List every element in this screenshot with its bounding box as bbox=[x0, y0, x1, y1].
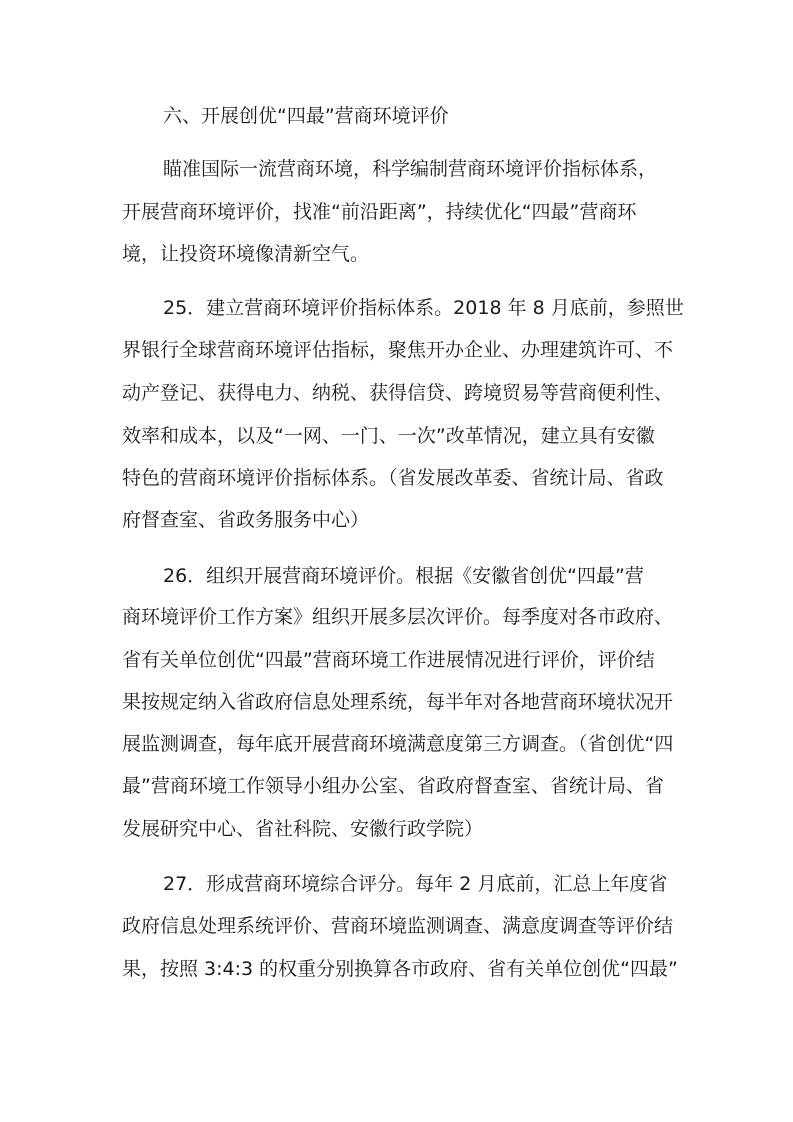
paragraph-3-line-3: 省有关单位创优“四最”营商环境工作进展情况进行评价，评价结 bbox=[122, 649, 655, 671]
paragraph-4-line-2: 政府信息处理系统评价、营商环境监测调查、满意度调查等评价结 bbox=[122, 915, 674, 937]
paragraph-2-line-3: 动产登记、获得电力、纳税、获得信贷、跨境贸易等营商便利性、 bbox=[122, 382, 674, 404]
section-heading: 六、开展创优“四最”营商环境评价 bbox=[163, 105, 449, 127]
paragraph-3-line-6: 最”营商环境工作领导小组办公室、省政府督查室、省统计局、省 bbox=[122, 775, 664, 797]
paragraph-3-line-7: 发展研究中心、省社科院、安徽行政学院） bbox=[122, 818, 484, 840]
paragraph-2-line-1: 25．建立营商环境评价指标体系。2018 年 8 月底前，参照世 bbox=[163, 297, 684, 319]
paragraph-3-line-5: 展监测调查，每年底开展营商环境满意度第三方调查。（省创优“四 bbox=[122, 733, 674, 755]
paragraph-1-line-1: 瞄准国际一流营商环境，科学编制营商环境评价指标体系， bbox=[163, 158, 658, 180]
paragraph-3-line-2: 商环境评价工作方案》组织开展多层次评价。每季度对各市政府、 bbox=[122, 606, 674, 628]
paragraph-4-line-3: 果，按照 3:4:3 的权重分别换算各市政府、省有关单位创优“四最” bbox=[122, 958, 678, 980]
paragraph-2-line-5: 特色的营商环境评价指标体系。（省发展改革委、省统计局、省政 bbox=[122, 467, 664, 489]
paragraph-4-line-1: 27．形成营商环境综合评分。每年 2 月底前，汇总上年度省 bbox=[163, 873, 668, 895]
paragraph-2-line-4: 效率和成本，以及“一网、一门、一次”改革情况，建立具有安徽 bbox=[122, 425, 655, 447]
paragraph-1-line-2: 开展营商环境评价，找准“前沿距离”，持续优化“四最”营商环 bbox=[122, 201, 637, 223]
paragraph-3-line-1: 26．组织开展营商环境评价。根据《安徽省创优“四最”营 bbox=[163, 565, 644, 587]
paragraph-2-line-2: 界银行全球营商环境评估指标，聚焦开办企业、办理建筑许可、不 bbox=[122, 339, 674, 361]
paragraph-1-line-3: 境，让投资环境像清新空气。 bbox=[122, 243, 370, 265]
paragraph-2-line-6: 府督查室、省政务服务中心） bbox=[122, 509, 370, 531]
paragraph-3-line-4: 果按规定纳入省政府信息处理系统，每半年对各地营商环境状况开 bbox=[122, 691, 674, 713]
